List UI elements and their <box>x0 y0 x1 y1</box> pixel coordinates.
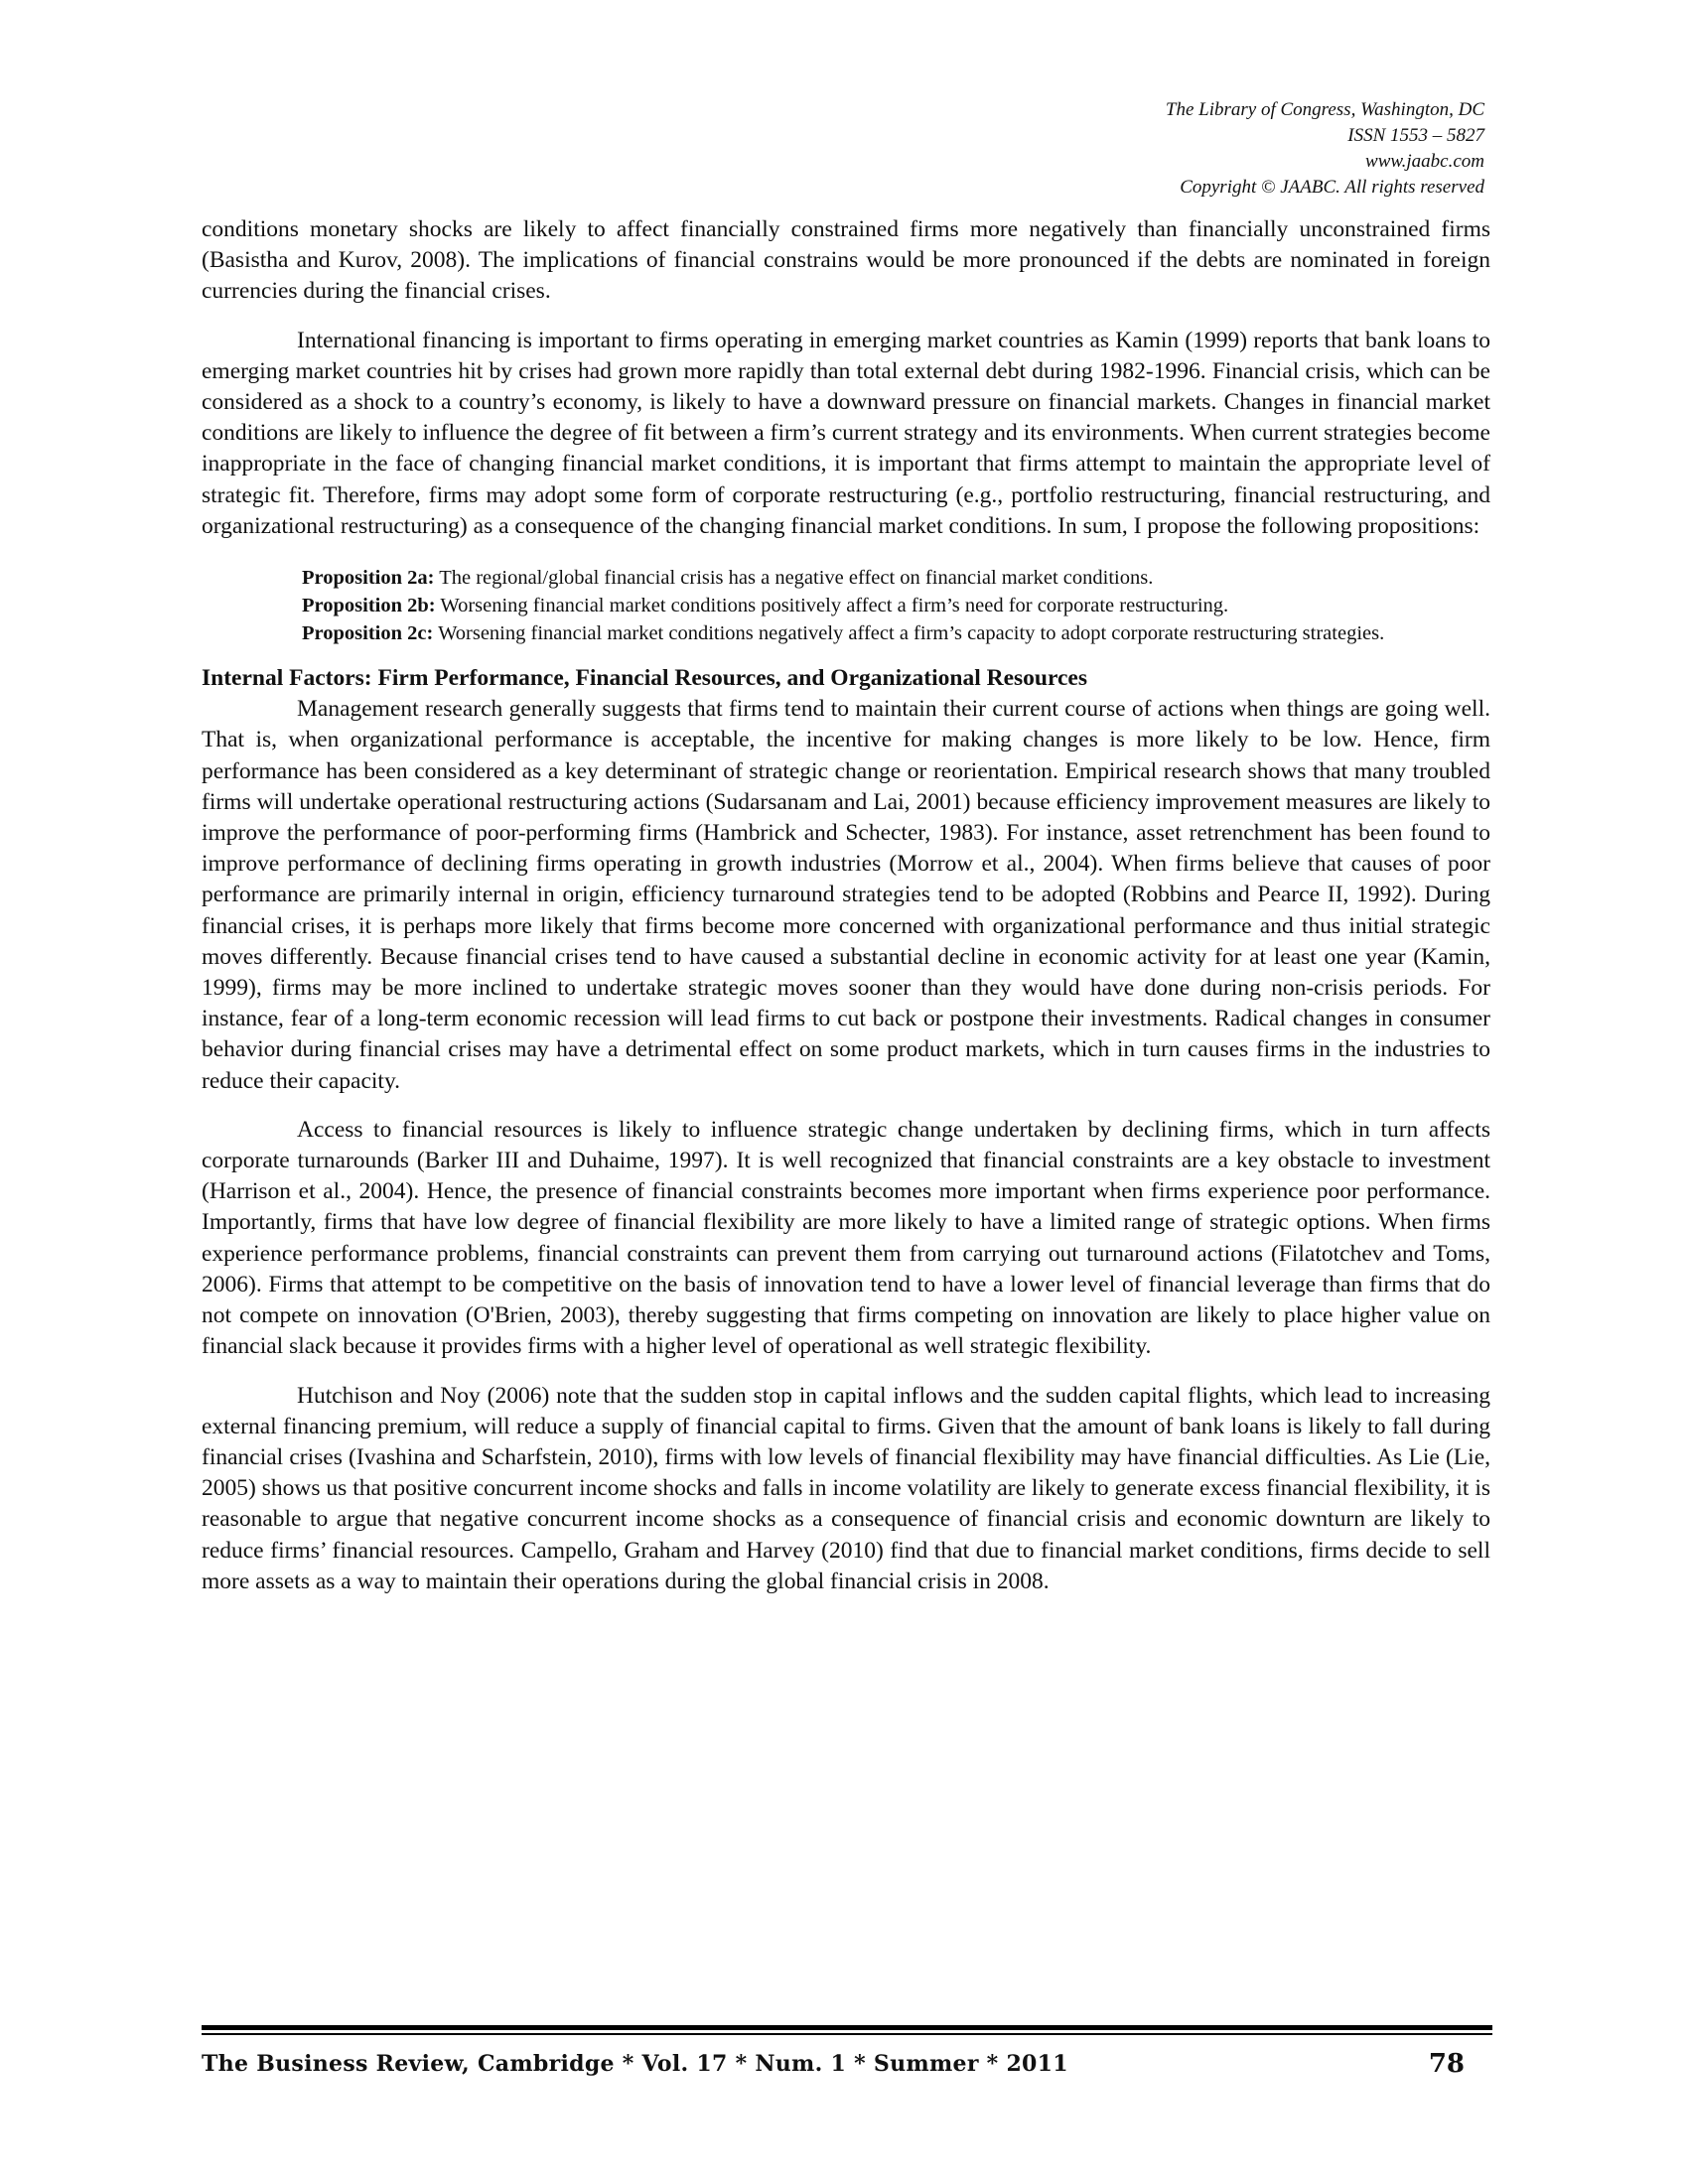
article-body <box>202 214 1490 1597</box>
paragraph-international-financing: International financing is important to firms operating in emerging market countries as Kamin (1999) reports that bank loans to emerging market countries hit by crises had grown more rapidly than total external debt during 1982-1996. Financial crisis, which can be considered as a shock to a country’s economy, is likely to have a downward pressure on financial markets. Changes in financial market conditions are likely to influence the degree of fit between a firm’s current strategy and its environments. When current strategies become inappropriate in the face of changing financial market conditions, it is important that firms attempt to maintain the appropriate level of strategic fit. Therefore, firms may adopt some form of corporate restructuring (e.g., portfolio restructuring, financial restructuring, and organizational restructuring) as a consequence of the changing financial market conditions. In sum, I propose the following propositions: <box>202 327 1490 539</box>
header-website: www.jaabc.com <box>1365 151 1484 172</box>
proposition-text: Worsening financial market conditions positively affect a firm’s need for corporate restructuring. <box>435 595 1229 617</box>
page-number: 78 <box>1428 2049 1465 2079</box>
running-header <box>889 97 1484 201</box>
journal-citation: The Business Review, Cambridge * Vol. 17 * Num. 1 * Summer * 2011 <box>202 2051 1068 2077</box>
proposition-2b <box>302 592 1490 619</box>
header-issn: ISSN 1553 – 5827 <box>1347 125 1484 146</box>
paragraph-financial-resources: Access to financial resources is likely to influence strategic change undertaken by declining firms, which in turn affects corporate turnarounds (Barker III and Duhaime, 1997). It is well recognized that financial constraints are a key obstacle to investment (Harrison et al., 2004). Hence, the presence of financial constraints becomes more important when firms experience poor performance. Importantly, firms that have low degree of financial flexibility are more likely to have a limited range of strategic options. When firms experience performance problems, financial constraints can prevent them from carrying out turnaround actions (Filatotchev and Toms, 2006). Firms that attempt to be competitive on the basis of innovation tend to have a lower level of financial leverage than firms that do not compete on innovation (O'Brien, 2003), thereby suggesting that firms competing on innovation are likely to place higher value on financial slack because it provides firms with a higher level of operational as well strategic flexibility. <box>202 1116 1490 1360</box>
proposition-label: Proposition 2b: <box>302 595 436 617</box>
proposition-2a <box>302 564 1490 592</box>
proposition-text: The regional/global financial crisis has a negative effect on financial market conditions. <box>434 567 1154 590</box>
proposition-text: Worsening financial market conditions negatively affect a firm’s capacity to adopt corporate restructuring strategies. <box>433 622 1385 645</box>
header-copyright: Copyright © JAABC. All rights reserved <box>1180 177 1484 198</box>
proposition-2c <box>302 619 1490 647</box>
paragraph-firm-performance: Management research generally suggests that firms tend to maintain their current course of actions when things are going well. That is, when organizational performance is acceptable, the incentive for making changes is more likely to be low. Hence, firm performance has been considered as a key determinant of strategic change or reorientation. Empirical research shows that many troubled firms will undertake operational restructuring actions (Sudarsanam and Lai, 2001) because efficiency improvement measures are likely to improve the performance of poor-performing firms (Hambrick and Schecter, 1983). For instance, asset retrenchment has been found to improve performance of declining firms operating in growth industries (Morrow et al., 2004). When firms believe that causes of poor performance are primarily internal in origin, efficiency turnaround strategies tend to be adopted (Robbins and Pearce II, 1992). During financial crises, it is perhaps more likely that firms become more concerned with organizational performance and thus initial strategic moves differently. Because financial crises tend to have caused a substantial decline in economic activity for at least one year (Kamin, 1999), firms may be more inclined to undertake strategic moves sooner than they would have done during non-crisis periods. For instance, fear of a long-term economic recession will lead firms to cut back or postpone their investments. Radical changes in consumer behavior during financial crises may have a detrimental effect on some product markets, which in turn causes firms in the industries to reduce their capacity. <box>202 696 1490 1094</box>
propositions-block <box>202 564 1490 647</box>
paragraph-continued: conditions monetary shocks are likely to affect financially constrained firms more negatively than financially unconstrained firms (Basistha and Kurov, 2008). The implications of financial constrains would be more pronounced if the debts are nominated in foreign currencies during the financial crises. <box>202 216 1490 305</box>
section-heading: Internal Factors: Firm Performance, Financial Resources, and Organizational Resources <box>202 665 1087 692</box>
paragraph-capital-flows: Hutchison and Noy (2006) note that the sudden stop in capital inflows and the sudden capital flights, which lead to increasing external financing premium, will reduce a supply of financial capital to firms. Given that the amount of bank loans is likely to fall during financial crises (Ivashina and Scharfstein, 2010), firms with low levels of financial flexibility may have financial difficulties. As Lie (Lie, 2005) shows us that positive concurrent income shocks and falls in income volatility are likely to generate excess financial flexibility, it is reasonable to argue that negative concurrent income shocks as a consequence of financial crisis and economic downturn are likely to reduce firms’ financial resources. Campello, Graham and Harvey (2010) find that due to financial market conditions, firms decide to sell more assets as a way to maintain their operations during the global financial crisis in 2008. <box>202 1382 1490 1594</box>
footer-divider <box>202 2025 1492 2035</box>
proposition-label: Proposition 2a: <box>302 567 435 590</box>
proposition-label: Proposition 2c: <box>302 622 434 645</box>
header-publisher: The Library of Congress, Washington, DC <box>1165 99 1484 120</box>
